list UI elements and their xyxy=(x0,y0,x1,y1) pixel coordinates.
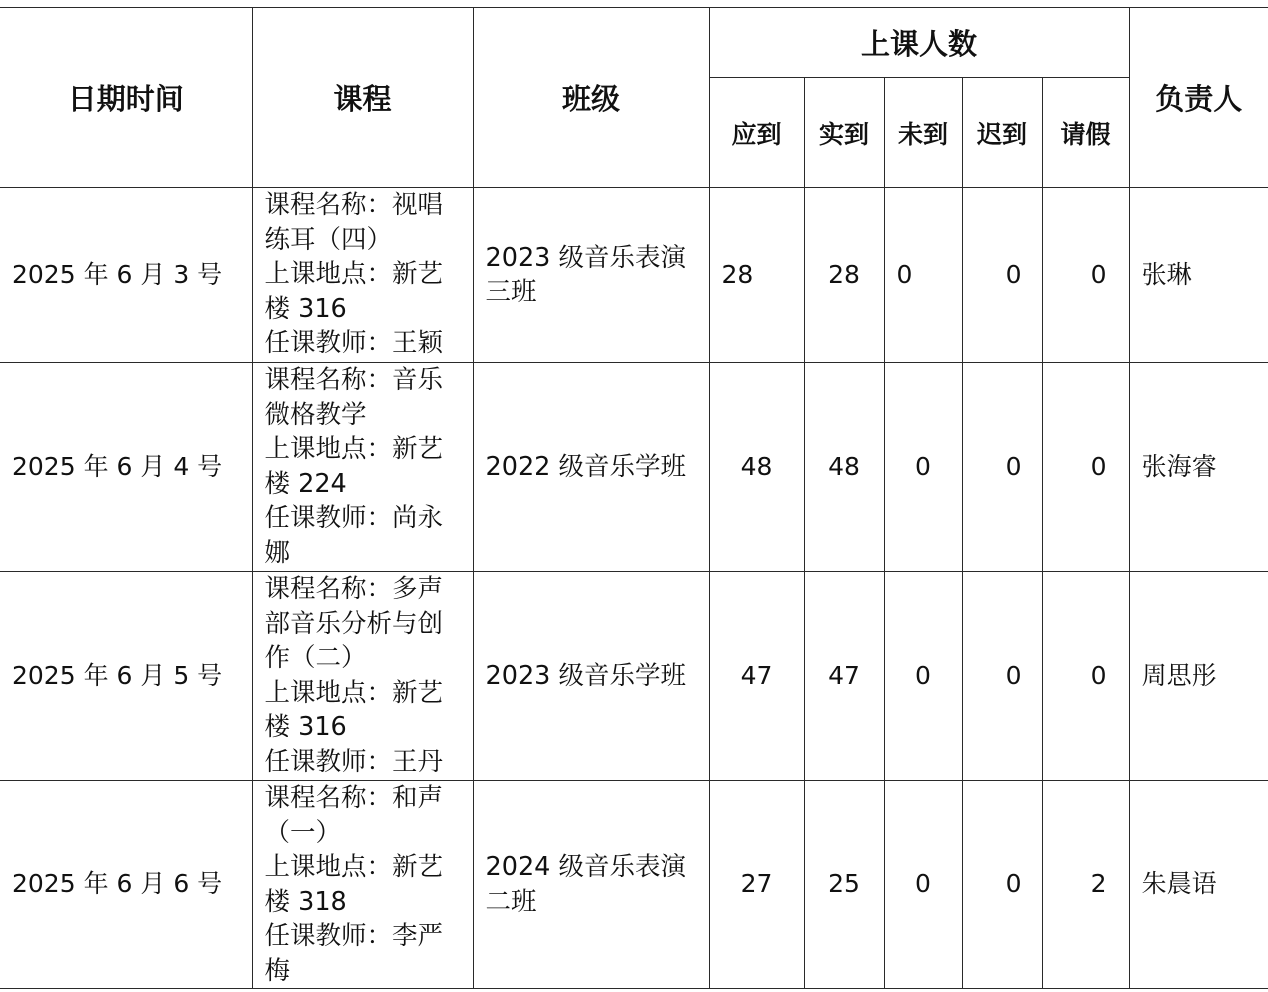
table-row xyxy=(0,572,1268,781)
expected-cell: 27 xyxy=(709,781,804,989)
course-line: 楼 316 xyxy=(264,293,347,324)
table-row xyxy=(0,363,1268,572)
class-cell xyxy=(473,188,709,363)
class-cell xyxy=(473,781,709,989)
late-cell: 0 xyxy=(962,363,1042,572)
class-cell xyxy=(473,572,709,781)
class-line: 三班 xyxy=(485,277,537,307)
course-line: 课程名称：音乐 xyxy=(264,365,444,395)
class-line: 2023 级音乐表演 xyxy=(485,242,687,273)
course-line: 上课地点：新艺 xyxy=(264,259,444,289)
date-cell: 2025 年 6 月 5 号 xyxy=(0,572,252,781)
absent-cell: 0 xyxy=(884,363,962,572)
header-responsible: 负责人 xyxy=(1129,8,1268,188)
absent-cell: 0 xyxy=(884,781,962,989)
course-line: 任课教师：王颖 xyxy=(264,328,444,358)
late-cell: 0 xyxy=(962,781,1042,989)
course-line: 课程名称：和声 xyxy=(264,783,444,813)
course-line: 任课教师：尚永 xyxy=(264,503,444,533)
course-line: 作（二） xyxy=(264,643,367,673)
leave-cell: 0 xyxy=(1042,188,1129,363)
late-cell: 0 xyxy=(962,572,1042,781)
header-expected: 应到 xyxy=(709,78,804,188)
late-cell: 0 xyxy=(962,188,1042,363)
header-row-top xyxy=(0,8,1268,78)
attendance-table xyxy=(0,7,1268,989)
course-line: 上课地点：新艺 xyxy=(264,677,444,708)
course-line: 练耳（四） xyxy=(264,224,393,255)
course-line: （一） xyxy=(264,817,342,848)
course-line: 梅 xyxy=(264,955,291,986)
table-row xyxy=(0,781,1268,989)
course-line: 楼 224 xyxy=(264,468,347,499)
leave-cell: 2 xyxy=(1042,781,1129,989)
course-cell xyxy=(252,781,473,989)
header-date: 日期时间 xyxy=(0,8,252,188)
course-line: 任课教师：李严 xyxy=(264,921,444,951)
actual-cell: 47 xyxy=(804,572,884,781)
course-cell xyxy=(252,572,473,781)
leave-cell: 0 xyxy=(1042,363,1129,572)
course-line: 课程名称：多声 xyxy=(264,574,444,604)
expected-cell: 48 xyxy=(709,363,804,572)
course-line: 上课地点：新艺 xyxy=(264,852,444,882)
course-cell xyxy=(252,188,473,363)
course-line: 上课地点：新艺 xyxy=(264,434,444,464)
course-cell xyxy=(252,363,473,572)
header-late: 迟到 xyxy=(962,78,1042,188)
header-absent: 未到 xyxy=(884,78,962,188)
course-line: 微格教学 xyxy=(264,399,367,430)
course-line: 娜 xyxy=(264,537,291,568)
expected-cell: 28 xyxy=(709,188,804,363)
actual-cell: 28 xyxy=(804,188,884,363)
header-attendance-group: 上课人数 xyxy=(709,8,1129,78)
course-line: 任课教师：王丹 xyxy=(264,746,444,777)
class-line: 2022 级音乐学班 xyxy=(485,451,687,482)
class-line: 二班 xyxy=(485,886,537,917)
responsible-cell: 张海睿 xyxy=(1129,363,1268,572)
course-line: 部音乐分析与创 xyxy=(264,608,444,639)
header-class: 班级 xyxy=(473,8,709,188)
class-line: 2024 级音乐表演 xyxy=(485,852,687,882)
table-row xyxy=(0,188,1268,363)
absent-cell: 0 xyxy=(884,188,962,363)
absent-cell: 0 xyxy=(884,572,962,781)
date-cell: 2025 年 6 月 6 号 xyxy=(0,781,252,989)
responsible-cell: 周思彤 xyxy=(1129,572,1268,781)
course-line: 课程名称：视唱 xyxy=(264,190,444,220)
class-cell xyxy=(473,363,709,572)
header-course: 课程 xyxy=(252,8,473,188)
header-leave: 请假 xyxy=(1042,78,1129,188)
actual-cell: 48 xyxy=(804,363,884,572)
date-cell: 2025 年 6 月 3 号 xyxy=(0,188,252,363)
course-line: 楼 316 xyxy=(264,712,347,742)
course-line: 楼 318 xyxy=(264,886,347,917)
expected-cell: 47 xyxy=(709,572,804,781)
responsible-cell: 张琳 xyxy=(1129,188,1268,363)
class-line: 2023 级音乐学班 xyxy=(485,660,687,691)
actual-cell: 25 xyxy=(804,781,884,989)
responsible-cell: 朱晨语 xyxy=(1129,781,1268,989)
header-actual: 实到 xyxy=(804,78,884,188)
leave-cell: 0 xyxy=(1042,572,1129,781)
date-cell: 2025 年 6 月 4 号 xyxy=(0,363,252,572)
